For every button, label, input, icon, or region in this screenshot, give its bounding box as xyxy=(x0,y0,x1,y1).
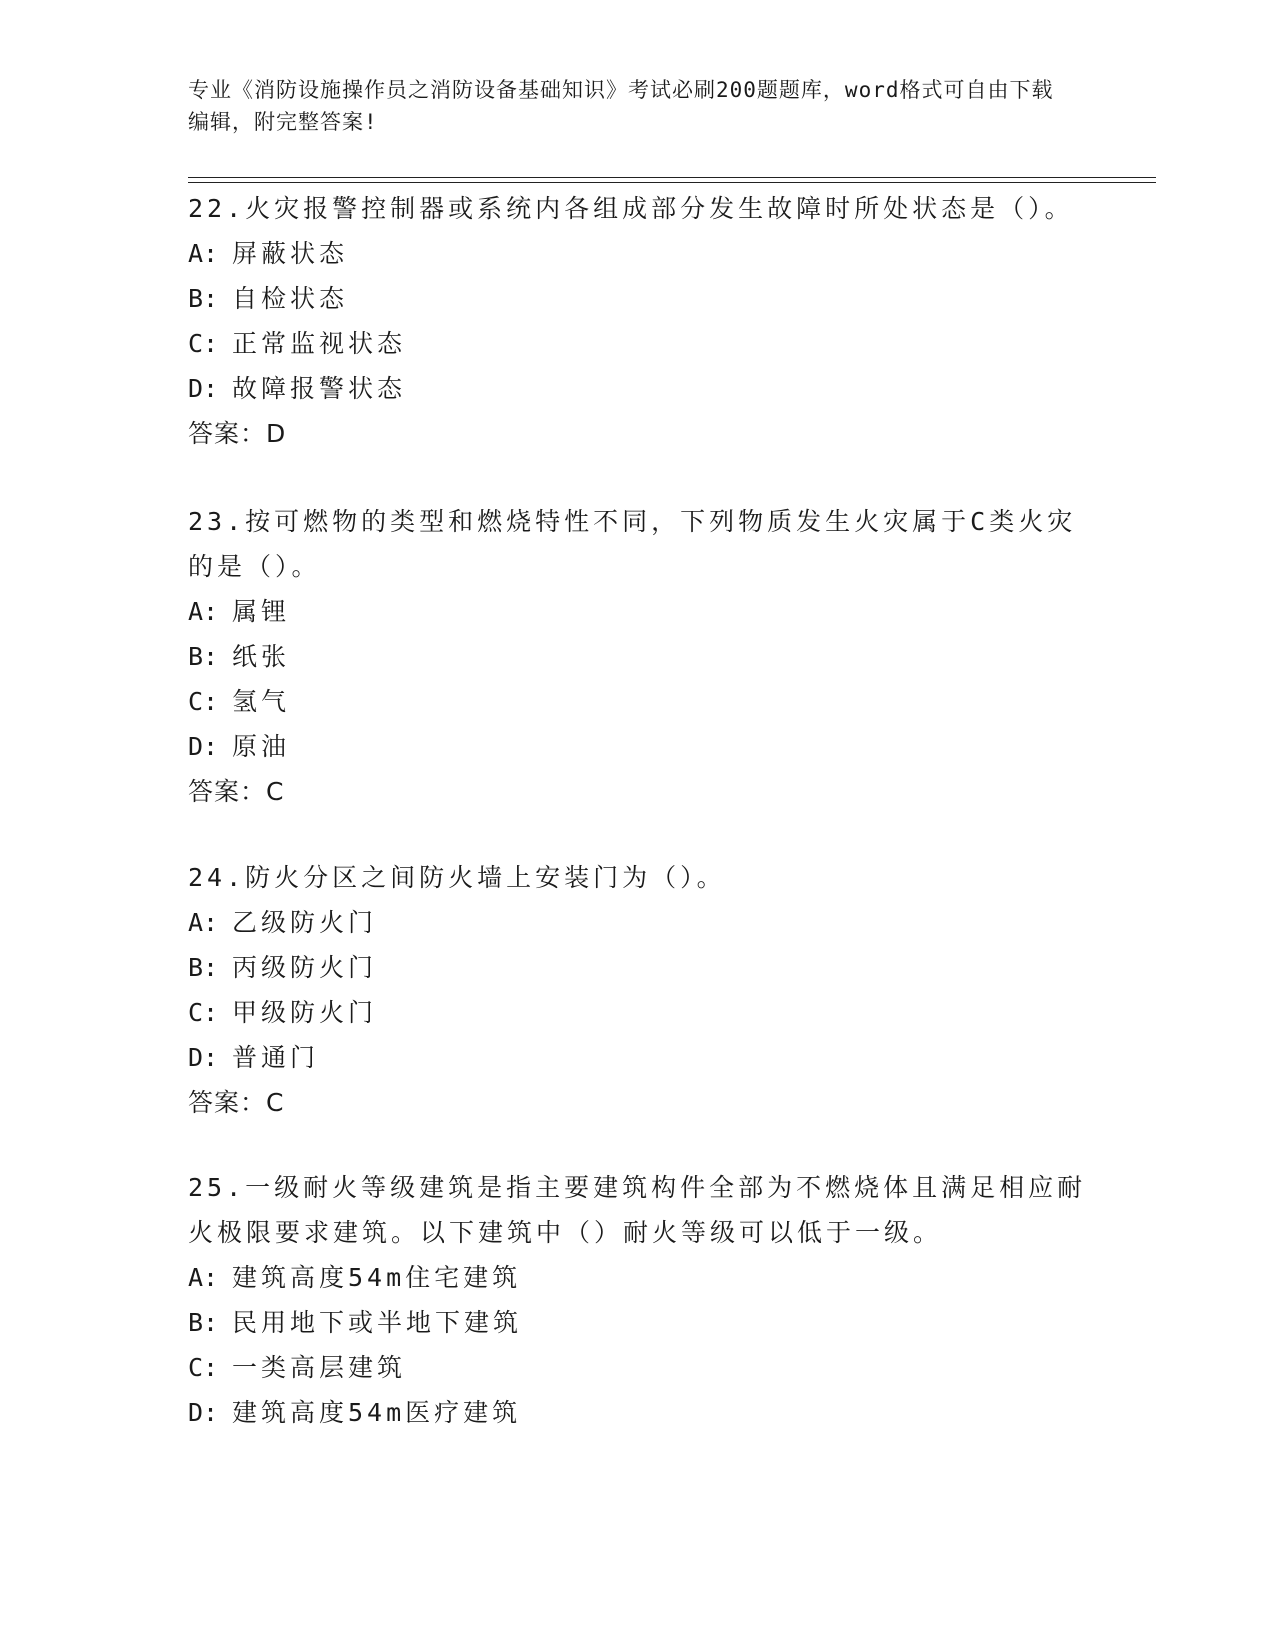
answer: 答案：C xyxy=(188,777,285,806)
option-key: D: xyxy=(188,732,219,761)
question-24 xyxy=(188,855,1088,1125)
option-c xyxy=(188,990,1088,1035)
question-text: 22.火灾报警控制器或系统内各组成部分发生故障时所处状态是（）。 xyxy=(188,194,1074,223)
option-b xyxy=(188,634,1088,679)
option-d xyxy=(188,366,1088,411)
option-d xyxy=(188,1035,1088,1080)
question-text: 23.按可燃物的类型和燃烧特性不同，下列物质发生火灾属于C类火灾的是（）。 xyxy=(188,507,1077,581)
option-key: B: xyxy=(188,953,219,982)
header-divider-bottom xyxy=(188,182,1156,183)
answer: 答案：C xyxy=(188,1088,285,1117)
option-key: B: xyxy=(188,1308,219,1337)
option-key: D: xyxy=(188,1043,219,1072)
document-header: 专业《消防设施操作员之消防设备基础知识》考试必刷200题题库，word格式可自由下载编辑，附完整答案! xyxy=(188,78,1054,134)
option-text: 氢气 xyxy=(232,687,291,716)
option-text: 故障报警状态 xyxy=(232,374,407,403)
option-text: 一类高层建筑 xyxy=(232,1353,407,1382)
option-key: D: xyxy=(188,374,219,403)
option-a xyxy=(188,900,1088,945)
option-a xyxy=(188,1255,1088,1300)
option-c xyxy=(188,679,1088,724)
option-a xyxy=(188,589,1088,634)
option-b xyxy=(188,945,1088,990)
header-divider-top xyxy=(188,177,1156,178)
option-d xyxy=(188,724,1088,769)
option-text: 屏蔽状态 xyxy=(232,239,349,268)
option-c xyxy=(188,1345,1088,1390)
question-text: 25.一级耐火等级建筑是指主要建筑构件全部为不燃烧体且满足相应耐火极限要求建筑。以下建筑中（）耐火等级可以低于一级。 xyxy=(188,1173,1087,1247)
question-22 xyxy=(188,186,1088,456)
option-b xyxy=(188,276,1088,321)
option-key: C: xyxy=(188,1353,219,1382)
option-key: D: xyxy=(188,1398,219,1427)
option-text: 正常监视状态 xyxy=(232,329,407,358)
answer: 答案：D xyxy=(188,419,287,448)
option-text: 民用地下或半地下建筑 xyxy=(232,1308,523,1337)
option-text: 普通门 xyxy=(232,1043,320,1072)
question-25 xyxy=(188,1165,1088,1435)
option-text: 纸张 xyxy=(232,642,291,671)
option-key: C: xyxy=(188,998,219,1027)
option-text: 乙级防火门 xyxy=(232,908,378,937)
option-key: A: xyxy=(188,597,219,626)
question-23 xyxy=(188,499,1088,814)
option-a xyxy=(188,231,1088,276)
option-key: A: xyxy=(188,908,219,937)
option-b xyxy=(188,1300,1088,1345)
option-key: A: xyxy=(188,1263,219,1292)
option-key: B: xyxy=(188,642,219,671)
option-text: 原油 xyxy=(232,732,291,761)
option-key: C: xyxy=(188,687,219,716)
question-text: 24.防火分区之间防火墙上安装门为（）。 xyxy=(188,863,726,892)
option-key: A: xyxy=(188,239,219,268)
option-text: 自检状态 xyxy=(232,284,349,313)
option-text: 丙级防火门 xyxy=(232,953,378,982)
option-c xyxy=(188,321,1088,366)
option-key: B: xyxy=(188,284,219,313)
option-text: 建筑高度54m医疗建筑 xyxy=(232,1398,522,1427)
option-text: 属锂 xyxy=(232,597,291,626)
option-d xyxy=(188,1390,1088,1435)
option-key: C: xyxy=(188,329,219,358)
option-text: 甲级防火门 xyxy=(232,998,378,1027)
option-text: 建筑高度54m住宅建筑 xyxy=(232,1263,522,1292)
